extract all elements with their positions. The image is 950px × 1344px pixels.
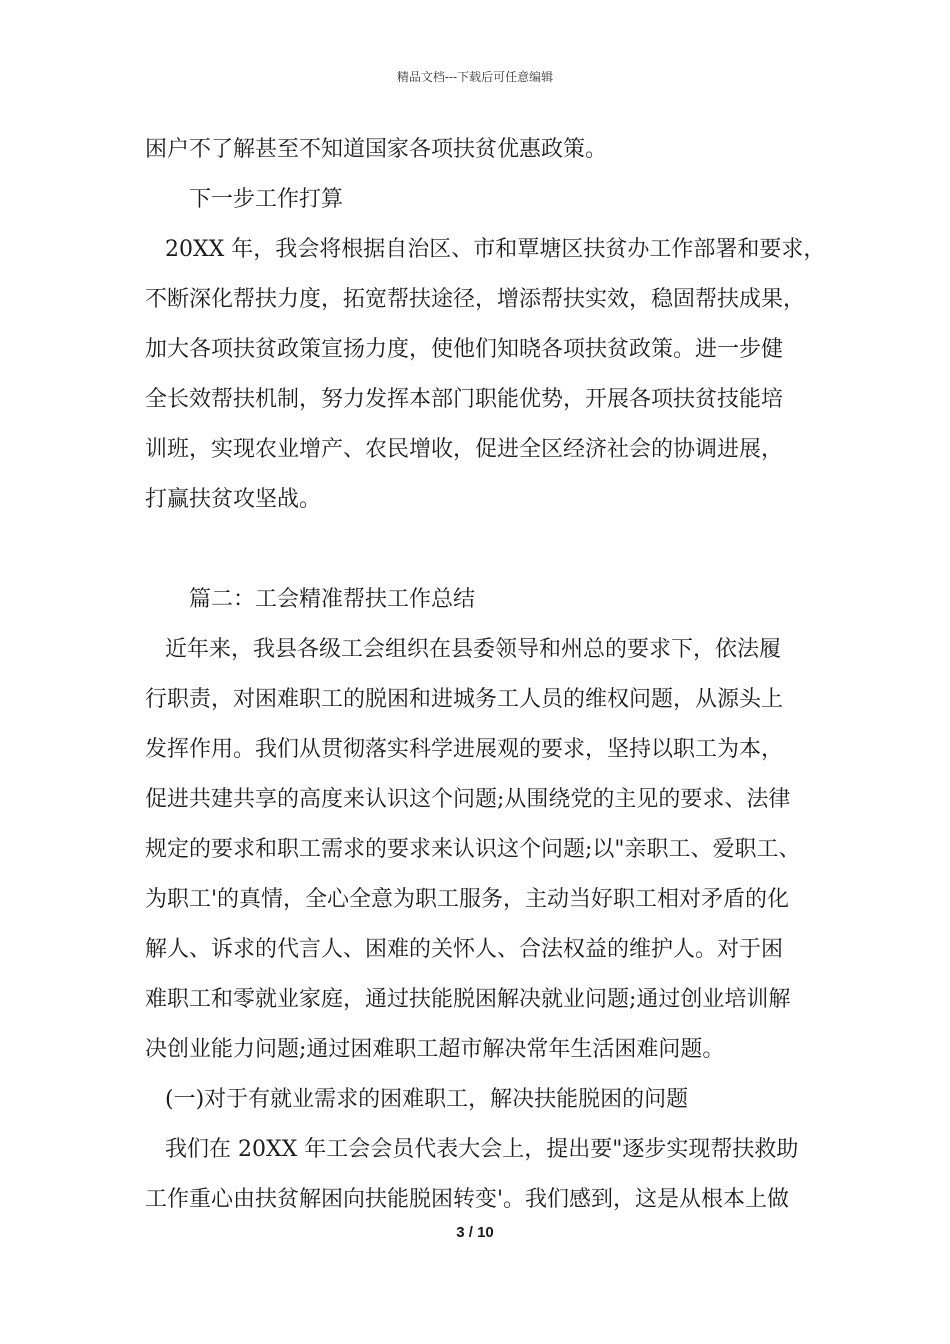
text-line: 发挥作用。我们从贯彻落实科学进展观的要求，坚持以职工为本， [145,737,784,762]
text-line: 20XX 年，我会将根据自治区、市和覃塘区扶贫办工作部署和要求， [165,237,826,262]
document-body [145,125,835,1225]
text-line: 加大各项扶贫政策宣扬力度，使他们知晓各项扶贫政策。进一步健 [145,337,784,362]
text-line: 全长效帮扶机制，努力发挥本部门职能优势，开展各项扶贫技能培 [145,387,784,412]
text-line: 行职责，对困难职工的脱困和进城务工人员的维权问题，从源头上 [145,687,784,712]
page-header: 精品文档---下载后可任意编辑 [396,70,554,84]
subsection-heading: (一)对于有就业需求的困难职工，解决扶能脱困的问题 [165,1087,689,1112]
text-line: 我们在 20XX 年工会会员代表大会上，提出要"逐步实现帮扶救助 [165,1137,799,1162]
section-heading: 篇二：工会精准帮扶工作总结 [189,587,476,612]
paragraph-gap [145,525,835,575]
page-number: 3 / 10 [456,1224,494,1241]
text-line: 困户不了解甚至不知道国家各项扶贫优惠政策。 [145,137,608,162]
text-line: 近年来，我县各级工会组织在县委领导和州总的要求下，依法履 [165,637,782,662]
text-line: 规定的要求和职工需求的要求来认识这个问题;以"亲职工、爱职工、 [145,837,801,862]
text-line: 为职工'的真情，全心全意为职工服务，主动当好职工相对矛盾的化 [145,887,790,912]
text-line: 训班，实现农业增产、农民增收，促进全区经济社会的协调进展， [145,437,784,462]
text-line: 不断深化帮扶力度，拓宽帮扶途径，增添帮扶实效，稳固帮扶成果， [145,287,806,312]
text-line: 促进共建共享的高度来认识这个问题;从围绕党的主见的要求、法律 [145,787,791,812]
text-line: 工作重心由扶贫解困向扶能脱困转变'。我们感到，这是从根本上做 [145,1187,790,1212]
text-line: 决创业能力问题;通过困难职工超市解决常年生活困难问题。 [145,1037,725,1062]
section-heading: 下一步工作打算 [189,187,344,212]
text-line: 难职工和零就业家庭，通过扶能脱困解决就业问题;通过创业培训解 [145,987,791,1012]
text-line: 解人、诉求的代言人、困难的关怀人、合法权益的维护人。对于困 [145,937,784,962]
text-line: 打赢扶贫攻坚战。 [145,487,322,512]
